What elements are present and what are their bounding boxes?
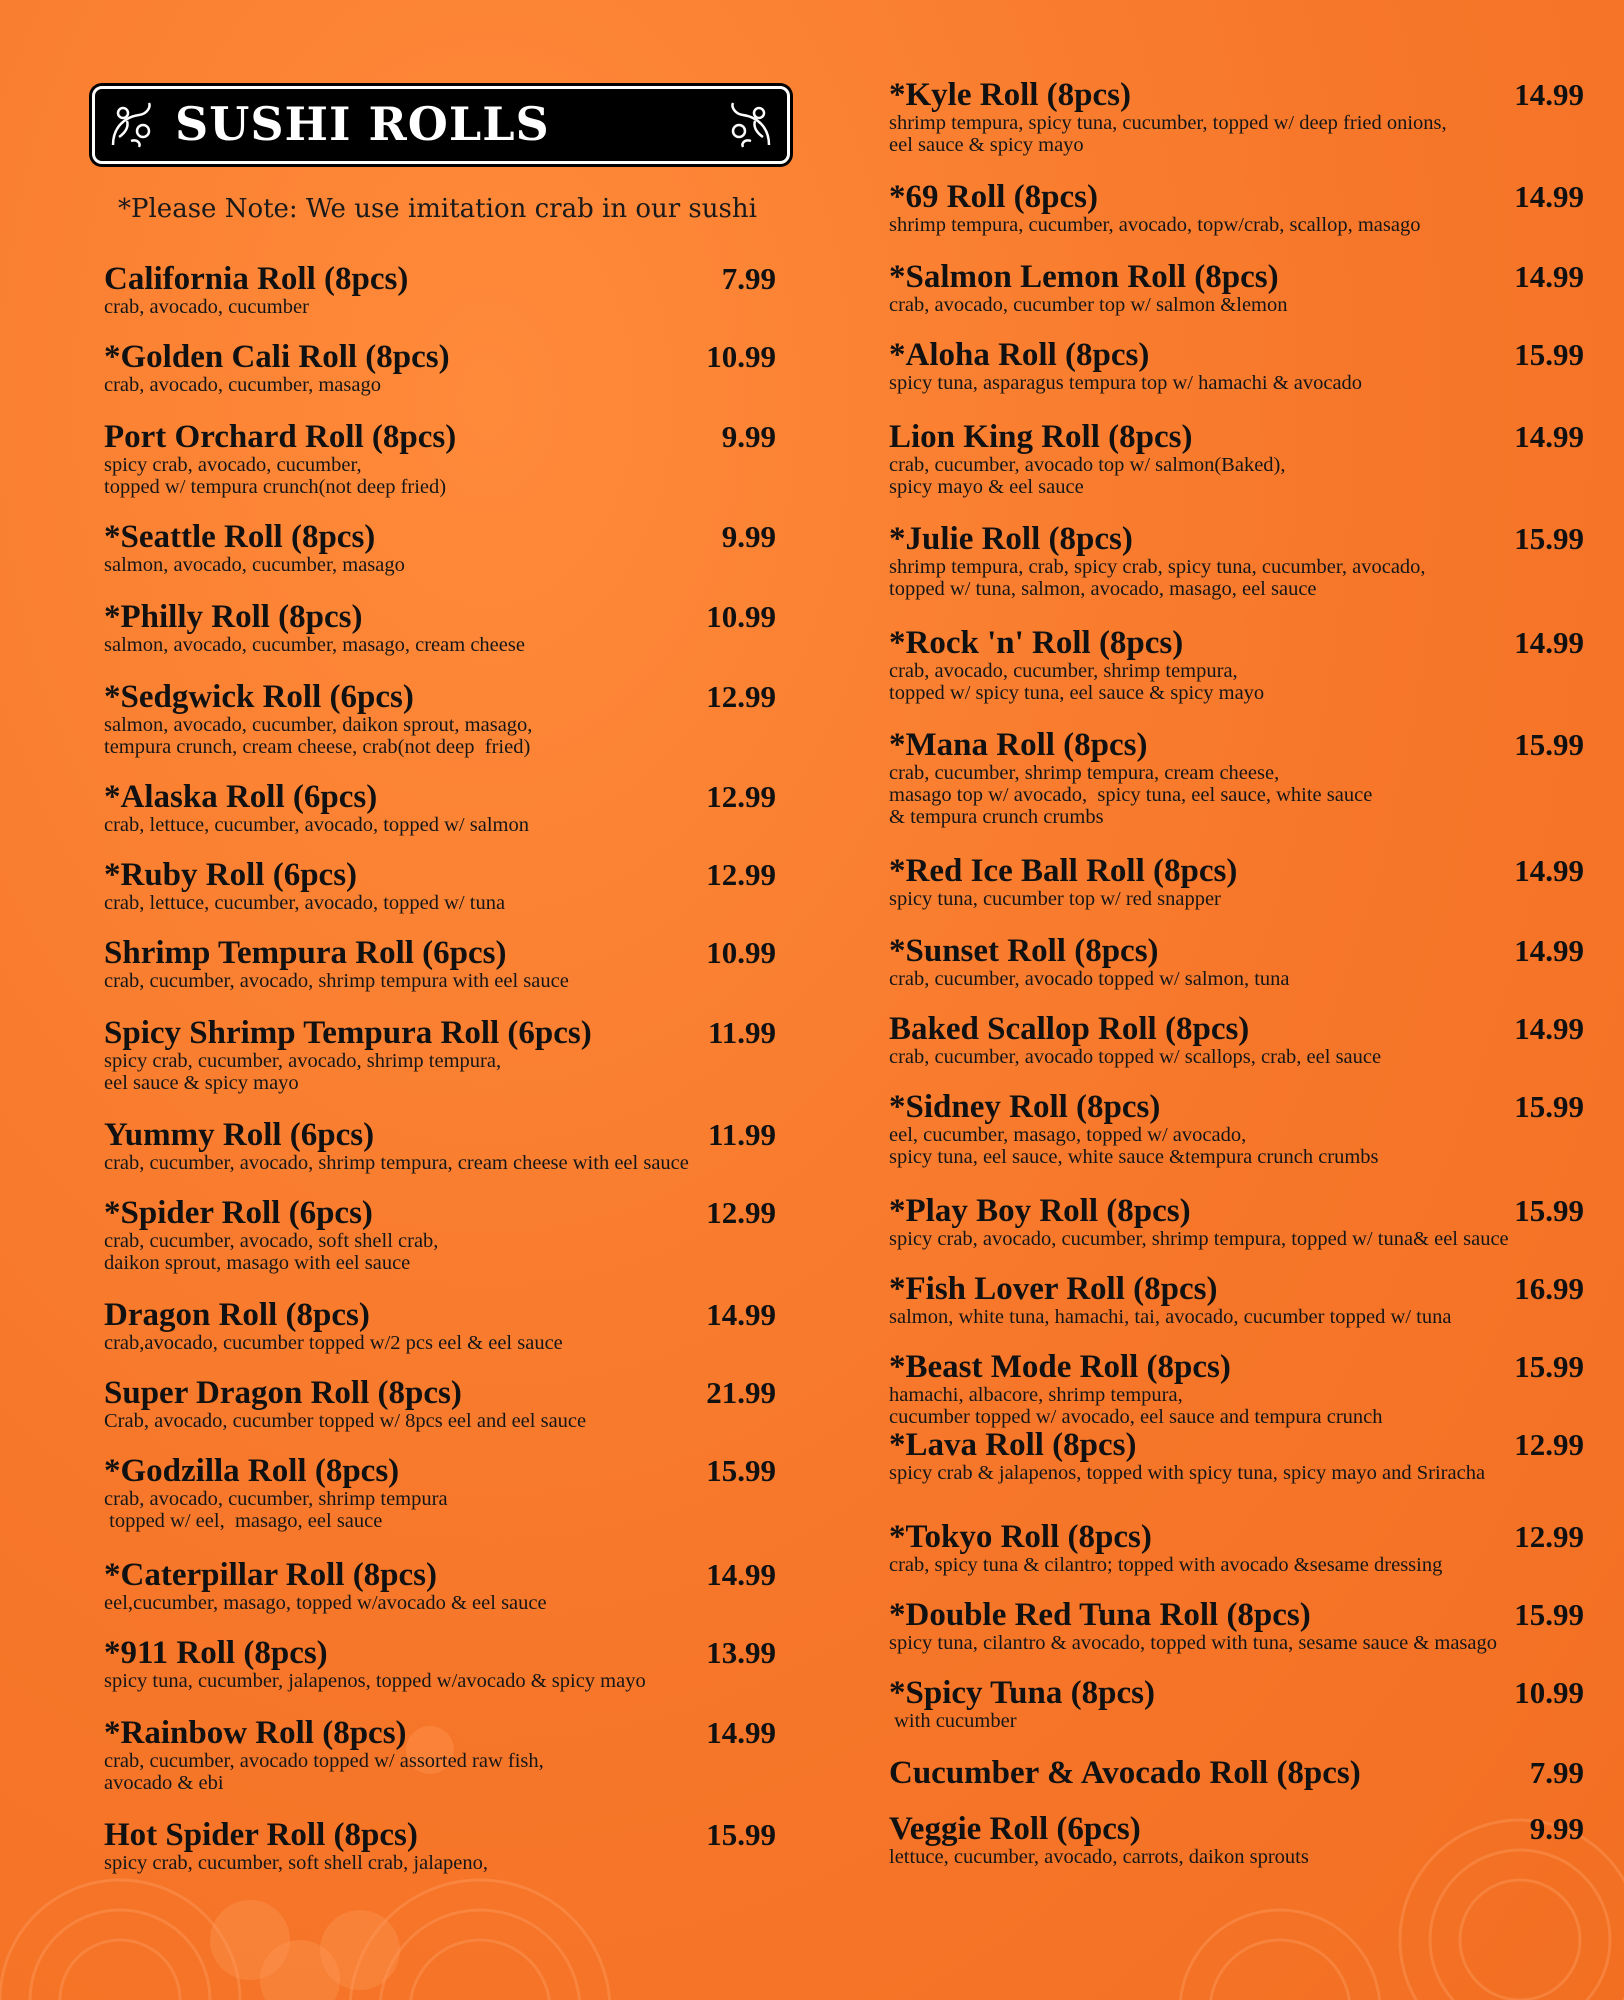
menu-item-name: *Aloha Roll (8pcs) — [889, 337, 1150, 373]
menu-item-price: 15.99 — [1514, 1349, 1584, 1384]
menu-item-name: Hot Spider Roll (8pcs) — [104, 1817, 418, 1853]
menu-item — [889, 1428, 1584, 1484]
section-banner — [92, 86, 790, 164]
menu-item-name: *Red Ice Ball Roll (8pcs) — [889, 853, 1238, 889]
menu-item — [104, 1558, 776, 1614]
menu-item-description: hamachi, albacore, shrimp tempura, cucumber topped w/ avocado, eel sauce and tempura crunch — [889, 1384, 1383, 1428]
menu-item-price: 14.99 — [1514, 1011, 1584, 1046]
menu-item-name: *Julie Roll (8pcs) — [889, 521, 1133, 557]
menu-item — [889, 934, 1584, 990]
menu-item-name: *911 Roll (8pcs) — [104, 1635, 328, 1671]
menu-item-description: lettuce, cucumber, avocado, carrots, daikon sprouts — [889, 1846, 1309, 1868]
menu-item-description: salmon, avocado, cucumber, daikon sprout, masago, tempura crunch, cream cheese, crab(not deep fried) — [104, 714, 533, 758]
menu-item-name: *Spider Roll (6pcs) — [104, 1195, 373, 1231]
menu-item-price: 11.99 — [707, 1117, 776, 1152]
menu-item-name: Lion King Roll (8pcs) — [889, 419, 1193, 455]
menu-item — [889, 1812, 1584, 1868]
menu-item-name: *Tokyo Roll (8pcs) — [889, 1519, 1152, 1555]
menu-item-description: crab, lettuce, cucumber, avocado, topped w/ tuna — [104, 892, 506, 914]
menu-item-price: 21.99 — [706, 1375, 776, 1410]
menu-item — [104, 1376, 776, 1432]
menu-item-description: salmon, white tuna, hamachi, tai, avocado, cucumber topped w/ tuna — [889, 1306, 1452, 1328]
menu-item-name: *Godzilla Roll (8pcs) — [104, 1453, 400, 1489]
menu-item-name: *Sedgwick Roll (6pcs) — [104, 679, 414, 715]
imitation-crab-note: *Please Note: We use imitation crab in our sushi — [118, 194, 757, 224]
menu-item-name: Cucumber & Avocado Roll (8pcs) — [889, 1755, 1361, 1791]
menu-item-price: 15.99 — [1514, 727, 1584, 762]
menu-item-name: *Mana Roll (8pcs) — [889, 727, 1148, 763]
menu-item-description: crab, avocado, cucumber — [104, 296, 309, 318]
menu-item — [889, 1194, 1584, 1250]
menu-item-price: 12.99 — [1514, 1519, 1584, 1554]
menu-item-description: spicy crab, avocado, cucumber, shrimp tempura, topped w/ tuna& eel sauce — [889, 1228, 1509, 1250]
menu-item — [889, 180, 1584, 236]
menu-item-price: 14.99 — [1514, 933, 1584, 968]
menu-item-name: *Fish Lover Roll (8pcs) — [889, 1271, 1218, 1307]
menu-item-name: Spicy Shrimp Tempura Roll (6pcs) — [104, 1015, 592, 1051]
menu-item — [104, 936, 776, 992]
menu-item-price: 12.99 — [1514, 1427, 1584, 1462]
menu-item — [104, 858, 776, 914]
menu-item-price: 14.99 — [706, 1297, 776, 1332]
menu-item-price: 14.99 — [1514, 625, 1584, 660]
menu-item-description: with cucumber — [889, 1710, 1017, 1732]
menu-item — [889, 260, 1584, 316]
menu-item-name: Port Orchard Roll (8pcs) — [104, 419, 457, 455]
menu-item-name: Baked Scallop Roll (8pcs) — [889, 1011, 1250, 1047]
menu-item-price: 12.99 — [706, 779, 776, 814]
menu-item-name: Super Dragon Roll (8pcs) — [104, 1375, 462, 1411]
menu-item — [104, 1016, 776, 1094]
menu-item-price: 15.99 — [1514, 521, 1584, 556]
menu-item-description: eel, cucumber, masago, topped w/ avocado, spicy tuna, eel sauce, white sauce &tempura crunch crumbs — [889, 1124, 1379, 1168]
menu-item-name: *69 Roll (8pcs) — [889, 179, 1098, 215]
menu-item-description: crab, avocado, cucumber, shrimp tempura, topped w/ spicy tuna, eel sauce & spicy mayo — [889, 660, 1265, 704]
menu-item — [889, 854, 1584, 910]
menu-item-description: spicy crab & jalapenos, topped with spicy tuna, spicy mayo and Sriracha — [889, 1462, 1486, 1484]
menu-item — [889, 1520, 1584, 1576]
menu-item-description: shrimp tempura, crab, spicy crab, spicy tuna, cucumber, avocado, topped w/ tuna, salmon, avocado, masago, eel sauce — [889, 556, 1426, 600]
menu-item-description: crab, cucumber, avocado topped w/ assorted raw fish, avocado & ebi — [104, 1750, 544, 1794]
menu-item-description: crab, cucumber, avocado topped w/ scallops, crab, eel sauce — [889, 1046, 1382, 1068]
menu-item — [104, 420, 776, 498]
menu-item-description: crab, cucumber, avocado, shrimp tempura with eel sauce — [104, 970, 569, 992]
menu-item — [104, 1636, 776, 1692]
menu-item-price: 15.99 — [1514, 1597, 1584, 1632]
menu-item — [104, 262, 776, 318]
menu-item-price: 11.99 — [707, 1015, 776, 1050]
menu-item-name: *Beast Mode Roll (8pcs) — [889, 1349, 1231, 1385]
menu-item-description: crab, cucumber, avocado topped w/ salmon, tuna — [889, 968, 1290, 990]
menu-item — [889, 1350, 1584, 1428]
menu-item — [889, 1756, 1584, 1790]
menu-item — [104, 340, 776, 396]
menu-item-name: California Roll (8pcs) — [104, 261, 409, 297]
menu-item-description: shrimp tempura, cucumber, avocado, topw/crab, scallop, masago — [889, 214, 1421, 236]
menu-item-price: 14.99 — [1514, 419, 1584, 454]
menu-item — [889, 1598, 1584, 1654]
menu-item — [104, 680, 776, 758]
menu-item-price: 10.99 — [1514, 1675, 1584, 1710]
menu-item-price: 10.99 — [706, 339, 776, 374]
menu-item-price: 15.99 — [706, 1453, 776, 1488]
menu-item — [889, 1090, 1584, 1168]
menu-item — [104, 1196, 776, 1274]
menu-item-description: eel,cucumber, masago, topped w/avocado & eel sauce — [104, 1592, 547, 1614]
menu-item-name: *Sunset Roll (8pcs) — [889, 933, 1159, 969]
menu-item-name: Yummy Roll (6pcs) — [104, 1117, 375, 1153]
menu-item-price: 12.99 — [706, 1195, 776, 1230]
menu-item — [889, 420, 1584, 498]
menu-item-description: crab, spicy tuna & cilantro; topped with avocado &sesame dressing — [889, 1554, 1443, 1576]
menu-item-name: *Double Red Tuna Roll (8pcs) — [889, 1597, 1311, 1633]
menu-item-name: *Rainbow Roll (8pcs) — [104, 1715, 407, 1751]
menu-item-description: crab,avocado, cucumber topped w/2 pcs eel & eel sauce — [104, 1332, 563, 1354]
menu-item-price: 12.99 — [706, 679, 776, 714]
menu-item-name: *Sidney Roll (8pcs) — [889, 1089, 1161, 1125]
menu-item-price: 15.99 — [706, 1817, 776, 1852]
menu-item-price: 14.99 — [706, 1715, 776, 1750]
menu-item-description: spicy crab, cucumber, avocado, shrimp tempura, eel sauce & spicy mayo — [104, 1050, 502, 1094]
menu-item — [889, 338, 1584, 394]
menu-item — [104, 1716, 776, 1794]
menu-item-price: 15.99 — [1514, 337, 1584, 372]
menu-item — [889, 78, 1584, 156]
menu-item-price: 14.99 — [1514, 853, 1584, 888]
menu-item-price: 15.99 — [1514, 1089, 1584, 1124]
menu-item-name: *Kyle Roll (8pcs) — [889, 77, 1131, 113]
menu-item-description: salmon, avocado, cucumber, masago, cream cheese — [104, 634, 525, 656]
floral-flourish-icon — [105, 97, 161, 153]
menu-item-price: 9.99 — [721, 419, 776, 454]
menu-item-description: spicy crab, cucumber, soft shell crab, jalapeno, — [104, 1852, 488, 1874]
menu-item — [104, 1298, 776, 1354]
menu-item-price: 7.99 — [721, 261, 776, 296]
menu-item-description: crab, cucumber, avocado top w/ salmon(Baked), spicy mayo & eel sauce — [889, 454, 1286, 498]
menu-item-description: spicy tuna, cucumber top w/ red snapper — [889, 888, 1221, 910]
menu-item-name: *Ruby Roll (6pcs) — [104, 857, 358, 893]
menu-item-name: *Golden Cali Roll (8pcs) — [104, 339, 450, 375]
floral-flourish-icon — [721, 97, 777, 153]
menu-item-description: crab, lettuce, cucumber, avocado, topped w/ salmon — [104, 814, 529, 836]
menu-item-price: 7.99 — [1529, 1755, 1584, 1790]
menu-item-price: 14.99 — [1514, 77, 1584, 112]
menu-item-name: *Caterpillar Roll (8pcs) — [104, 1557, 438, 1593]
menu-item-description: crab, avocado, cucumber, masago — [104, 374, 381, 396]
menu-item-price: 10.99 — [706, 599, 776, 634]
menu-item-name: *Spicy Tuna (8pcs) — [889, 1675, 1155, 1711]
menu-item-description: crab, cucumber, shrimp tempura, cream cheese, masago top w/ avocado, spicy tuna, eel sauce, white sauce & tempura crunch crumbs — [889, 762, 1373, 828]
menu-item — [104, 780, 776, 836]
menu-item — [889, 1676, 1584, 1732]
menu-item — [889, 522, 1584, 600]
menu-item-description: spicy tuna, asparagus tempura top w/ hamachi & avocado — [889, 372, 1363, 394]
menu-item — [104, 1454, 776, 1532]
menu-item-description: spicy tuna, cilantro & avocado, topped with tuna, sesame sauce & masago — [889, 1632, 1497, 1654]
menu-item-price: 14.99 — [1514, 179, 1584, 214]
menu-item — [889, 626, 1584, 704]
menu-item-price: 14.99 — [1514, 259, 1584, 294]
menu-item-name: *Philly Roll (8pcs) — [104, 599, 363, 635]
menu-item-description: spicy tuna, cucumber, jalapenos, topped w/avocado & spicy mayo — [104, 1670, 646, 1692]
menu-item — [889, 1012, 1584, 1068]
menu-item-name: Dragon Roll (8pcs) — [104, 1297, 370, 1333]
menu-item-price: 9.99 — [721, 519, 776, 554]
menu-item-price: 16.99 — [1514, 1271, 1584, 1306]
menu-item — [104, 520, 776, 576]
menu-item-description: salmon, avocado, cucumber, masago — [104, 554, 405, 576]
menu-item — [104, 1118, 776, 1174]
menu-item-description: crab, avocado, cucumber, shrimp tempura topped w/ eel, masago, eel sauce — [104, 1488, 448, 1532]
menu-item-price: 14.99 — [706, 1557, 776, 1592]
menu-item-description: crab, cucumber, avocado, shrimp tempura, cream cheese with eel sauce — [104, 1152, 689, 1174]
menu-item-description: crab, cucumber, avocado, soft shell crab, daikon sprout, masago with eel sauce — [104, 1230, 439, 1274]
menu-item-name: *Salmon Lemon Roll (8pcs) — [889, 259, 1279, 295]
menu-item-price: 9.99 — [1529, 1811, 1584, 1846]
menu-item-name: *Play Boy Roll (8pcs) — [889, 1193, 1191, 1229]
menu-item-description: spicy crab, avocado, cucumber, topped w/ tempura crunch(not deep fried) — [104, 454, 447, 498]
menu-item-description: Crab, avocado, cucumber topped w/ 8pcs eel and eel sauce — [104, 1410, 587, 1432]
section-title: SUSHI ROLLS — [175, 97, 550, 151]
menu-item-price: 13.99 — [706, 1635, 776, 1670]
menu-item-description: crab, avocado, cucumber top w/ salmon &lemon — [889, 294, 1288, 316]
menu-item-price: 12.99 — [706, 857, 776, 892]
menu-item-name: *Seattle Roll (8pcs) — [104, 519, 376, 555]
menu-item-price: 10.99 — [706, 935, 776, 970]
menu-item — [889, 1272, 1584, 1328]
menu-item-name: *Alaska Roll (6pcs) — [104, 779, 378, 815]
menu-item-name: Shrimp Tempura Roll (6pcs) — [104, 935, 507, 971]
menu-item-description: shrimp tempura, spicy tuna, cucumber, topped w/ deep fried onions, eel sauce & spicy mayo — [889, 112, 1447, 156]
menu-item — [104, 1818, 776, 1874]
menu-item — [104, 600, 776, 656]
menu-item-name: *Rock 'n' Roll (8pcs) — [889, 625, 1184, 661]
menu-item — [889, 728, 1584, 828]
menu-item-name: Veggie Roll (6pcs) — [889, 1811, 1141, 1847]
menu-item-price: 15.99 — [1514, 1193, 1584, 1228]
menu-item-name: *Lava Roll (8pcs) — [889, 1427, 1137, 1463]
